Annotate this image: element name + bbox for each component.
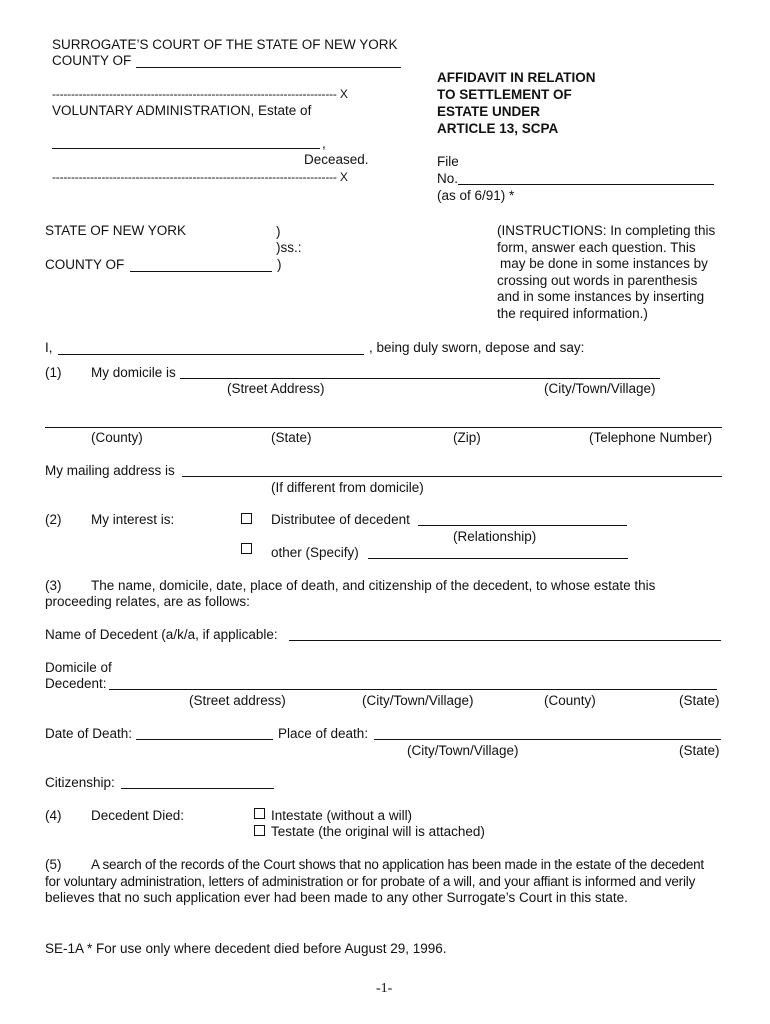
citizenship-field[interactable]	[121, 788, 274, 789]
venue-paren-3: )	[277, 257, 282, 272]
item-3-text-line-1: The name, domicile, date, place of death, and citizenship of the decedent, to whose estate this	[91, 578, 656, 593]
item-4-number: (4)	[45, 808, 62, 823]
court-name: SURROGATE’S COURT OF THE STATE OF NEW YORK	[52, 37, 398, 52]
telephone-caption: (Telephone Number)	[589, 430, 713, 445]
venue-state: STATE OF NEW YORK	[45, 223, 187, 238]
instructions-line: the required information.)	[497, 305, 648, 321]
domicile-field[interactable]	[180, 378, 660, 379]
mailing-address-field[interactable]	[182, 476, 722, 477]
if-different-caption: (If different from domicile)	[271, 480, 424, 495]
instructions-line: and in some instances by inserting	[497, 289, 705, 305]
other-specify-label: other (Specify)	[271, 545, 359, 560]
decedent-label: Decedent:	[45, 676, 107, 691]
estate-name-field[interactable]	[52, 148, 320, 149]
instructions-line: form, answer each question. This	[497, 239, 696, 255]
title-line-4: ARTICLE 13, SCPA	[437, 121, 559, 136]
citizenship-label: Citizenship:	[45, 775, 115, 790]
file-label: File	[437, 154, 459, 169]
domicile-label: My domicile is	[91, 365, 176, 380]
place-of-death-label: Place of death:	[278, 726, 369, 741]
place-of-death-city-caption: (City/Town/Village)	[407, 743, 519, 758]
testate-label: Testate (the original will is attached)	[271, 824, 485, 839]
venue-paren-1: )	[276, 224, 281, 239]
item-5-line-2: for voluntary administration, letters of administration or for probate of a will, and your affiant is informed and verily	[45, 874, 696, 889]
title-line-2: TO SETTLEMENT OF	[437, 87, 572, 102]
instructions-block	[497, 223, 737, 323]
decedent-name-label: Name of Decedent (a/k/a, if applicable:	[45, 627, 278, 642]
testate-checkbox[interactable]	[254, 825, 265, 836]
item-3-text-line-2: proceeding relates, are as follows:	[45, 594, 250, 609]
being-sworn-text: , being duly sworn, depose and say:	[369, 340, 585, 355]
decedent-domicile-field[interactable]	[109, 689, 717, 690]
instructions-line: (INSTRUCTIONS: In completing this	[497, 223, 716, 238]
decedent-street-caption: (Street address)	[189, 693, 286, 708]
file-no-field[interactable]	[458, 184, 714, 185]
decedent-died-label: Decedent Died:	[91, 808, 185, 823]
caption-dash-line-bottom: --------------------------------------------------------------------------- X	[52, 170, 348, 184]
interest-label: My interest is:	[91, 512, 175, 527]
decedent-city-caption: (City/Town/Village)	[362, 693, 474, 708]
street-address-caption: (Street Address)	[227, 381, 325, 396]
voluntary-administration-label: VOLUNTARY ADMINISTRATION, Estate of	[52, 103, 312, 118]
item-2-number: (2)	[45, 512, 62, 527]
domicile-of-label: Domicile of	[45, 660, 112, 675]
date-of-death-label: Date of Death:	[45, 726, 133, 741]
county-of-field[interactable]	[136, 67, 401, 68]
instructions-line: may be done in some instances by	[500, 256, 708, 272]
distributee-checkbox[interactable]	[241, 513, 252, 524]
county-of-label: COUNTY OF	[52, 53, 132, 68]
domicile-line-2-field[interactable]	[45, 427, 722, 428]
zip-caption: (Zip)	[453, 430, 481, 445]
venue-county-field[interactable]	[130, 271, 272, 272]
item-5-line-1: A search of the records of the Court shows that no application has been made in the estate of the decedent	[91, 857, 704, 872]
page-number: -1-	[376, 981, 393, 996]
intestate-label: Intestate (without a will)	[271, 808, 413, 823]
as-of-label: (as of 6/91) *	[437, 188, 515, 203]
comma-mark: ,	[322, 136, 326, 151]
file-no-label: No.	[437, 171, 459, 186]
relationship-caption: (Relationship)	[453, 529, 537, 544]
affiant-name-field[interactable]	[58, 354, 364, 355]
title-line-1: AFFIDAVIT IN RELATION	[437, 70, 596, 85]
place-of-death-state-caption: (State)	[679, 743, 720, 758]
instructions-line: crossing out words in parenthesis	[497, 272, 698, 288]
intestate-checkbox[interactable]	[254, 808, 265, 819]
item-1-number: (1)	[45, 365, 62, 380]
item-5-number: (5)	[45, 857, 62, 872]
city-town-village-caption: (City/Town/Village)	[544, 381, 656, 396]
venue-county-label: COUNTY OF	[45, 257, 125, 272]
caption-dash-line-top: --------------------------------------------------------------------------- X	[52, 87, 348, 101]
relationship-field[interactable]	[418, 525, 627, 526]
county-caption: (County)	[91, 430, 143, 445]
deceased-label: Deceased.	[304, 152, 369, 167]
form-note: SE-1A * For use only where decedent died before August 29, 1996.	[45, 941, 447, 956]
other-checkbox[interactable]	[241, 543, 252, 554]
distributee-label: Distributee of decedent	[271, 512, 410, 527]
decedent-county-caption: (County)	[544, 693, 596, 708]
decedent-name-field[interactable]	[289, 640, 721, 641]
place-of-death-field[interactable]	[374, 739, 721, 740]
decedent-state-caption: (State)	[679, 693, 720, 708]
venue-ss: )ss.:	[276, 240, 302, 255]
item-3-number: (3)	[45, 578, 62, 593]
title-line-3: ESTATE UNDER	[437, 104, 541, 119]
mailing-address-label: My mailing address is	[45, 463, 175, 478]
other-specify-field[interactable]	[368, 558, 628, 559]
affiant-i-label: I,	[45, 340, 53, 355]
state-caption: (State)	[271, 430, 312, 445]
item-5-line-3: believes that no such application ever had been made to any other Surrogate’s Court in this state.	[45, 890, 628, 905]
date-of-death-field[interactable]	[136, 739, 273, 740]
